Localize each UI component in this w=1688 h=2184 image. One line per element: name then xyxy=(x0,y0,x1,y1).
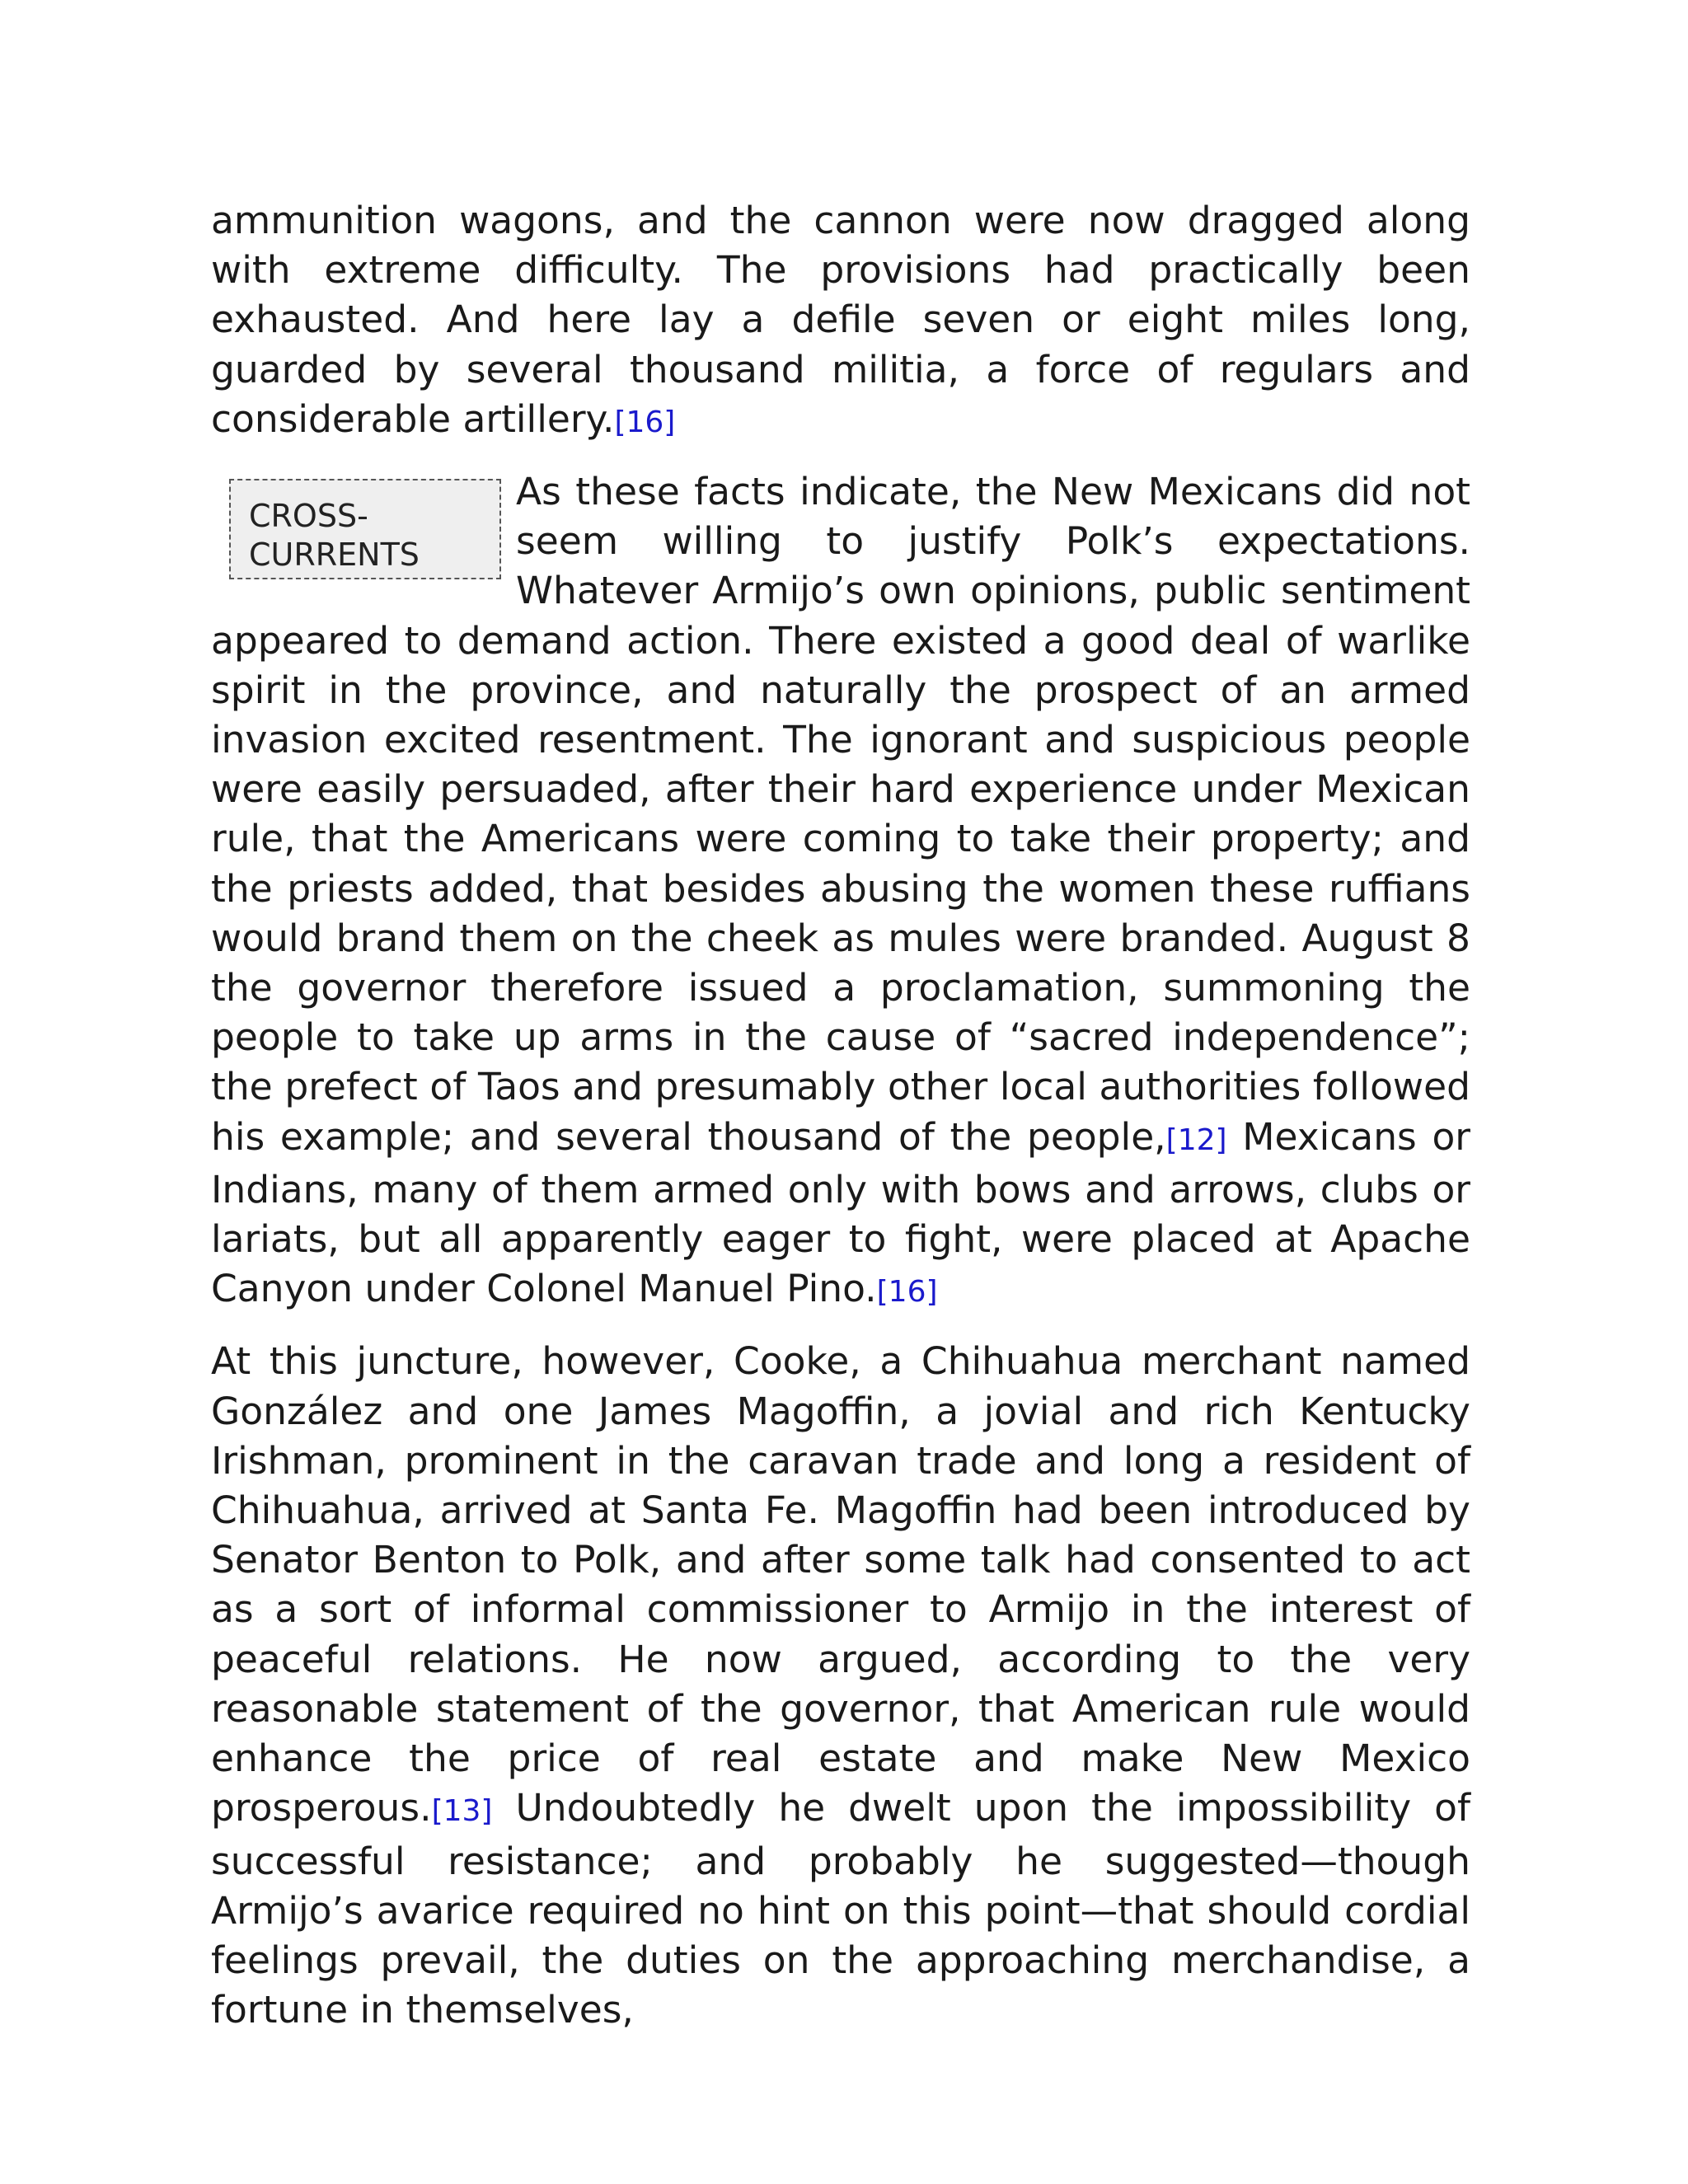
paragraph xyxy=(211,196,1470,448)
paragraph-text: As these facts indicate, the New Mexicans did not seem willing to justify Polk’s expectations. Whatever Armijo’s own opinions, public sentiment appeared to demand action. There existed a good deal of warlike spirit in the province, and naturally the prospect of an armed invasion excited resentment. The ignorant and suspicious people were easily persuaded, after their hard experience under Mexican rule, that the Americans were coming to take their property; and the priests added, that besides abusing the women these ruffians would brand them on the cheek as mules were branded. August 8 the governor therefore issued a proclamation, summoning the people to take up arms in the cause of “sacred independence”; the prefect of Taos and presumably other local authorities followed his example; and several thousand of the people, xyxy=(211,470,1470,1159)
paragraph-text: ammunition wagons, and the cannon were now dragged along with extreme difficulty. The provisions had practically been exhausted. And here lay a defile seven or eight miles long, guarded by several thousand militia, a force of regulars and considerable artillery. xyxy=(211,199,1470,441)
page-body xyxy=(211,196,1470,2035)
sidenote-box xyxy=(229,479,501,579)
sidenote-label: CURRENTS xyxy=(249,537,420,574)
sidenote-label: CROSS- xyxy=(249,498,368,535)
footnote-link[interactable]: [16] xyxy=(876,1275,938,1310)
paragraph-text: Mexicans or Indians, many of them armed only with bows and arrows, clubs or lariats, but all apparently eager to fight, were placed at Apache Canyon under Colonel Manuel Pino. xyxy=(211,1114,1470,1311)
footnote-link[interactable]: [13] xyxy=(431,1794,493,1829)
paragraph-text: Undoubtedly he dwelt upon the impossibility of successful resistance; and probably he suggested—though Armijo’s avarice required no hint on this point—that should cordial feelings prevail, the duties on the approaching merchandise, a fortune in themselves, xyxy=(211,1786,1470,2032)
footnote-link[interactable]: [12] xyxy=(1165,1122,1227,1157)
paragraph xyxy=(211,1337,1470,2035)
paragraph-text: At this juncture, however, Cooke, a Chihuahua merchant named González and one James Magoffin, a jovial and rich Kentucky Irishman, prominent in the caravan trade and long a resident of Chihuahua, arrived at Santa Fe. Magoffin had been introduced by Senator Benton to Polk, and after some talk had consented to act as a sort of informal commissioner to Armijo in the interest of peaceful relations. He now argued, according to the very reasonable statement of the governor, that American rule would enhance the price of real estate and make New Mexico prosperous. xyxy=(211,1339,1470,1830)
paragraph xyxy=(211,467,1470,1317)
footnote-link[interactable]: [16] xyxy=(614,405,676,439)
